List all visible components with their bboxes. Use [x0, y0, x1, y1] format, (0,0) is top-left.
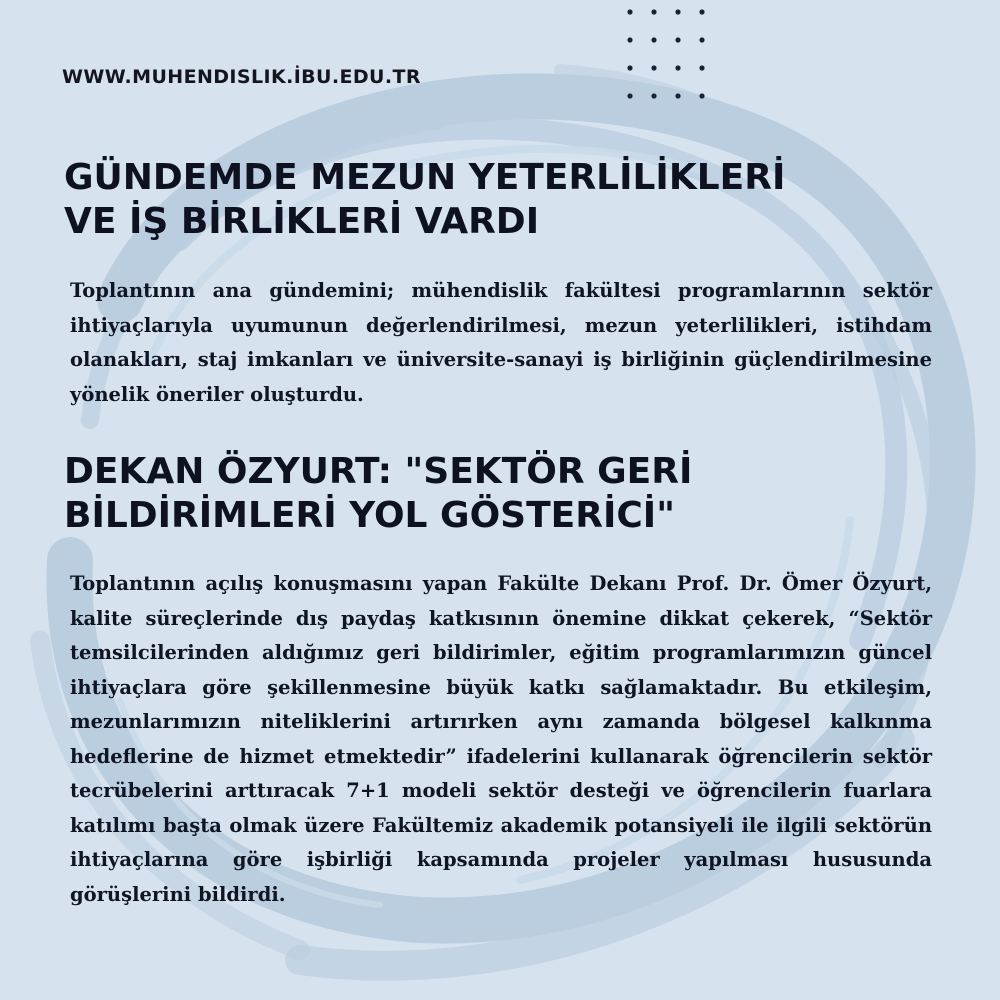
section-heading-dean-quote — [64, 450, 692, 538]
section-body-dean-speech: Toplantının açılış konuşmasını yapan Fakülte Dekanı Prof. Dr. Ömer Özyurt, kalite süreçlerinde dış paydaş katkısının önemine dikkat çekerek, “Sektör temsilcilerinden aldığımız geri bildirimler, eğitim programlarımızın güncel ihtiyaçlara göre şekillenmesine büyük katkı sağlamaktadır. Bu etkileşim, mezunlarımızın niteliklerini artırırken aynı zamanda bölgesel kalkınma hedeflerine de hizmet etmektedir” ifadelerini kullanarak öğrencilerin sektör tecrübelerini arttıracak 7+1 modeli sektör desteği ve öğrencilerin fuarlara katılımı başta olmak üzere Fakültemiz akademik potansiyeli ile ilgili sektörün ihtiyaçlarına göre işbirliği kapsamında projeler yapılması hususunda görüşlerini bildirdi. — [70, 572, 932, 906]
section-heading-graduate-competencies — [64, 156, 785, 244]
heading-line: BİLDİRİMLERİ YOL GÖSTERİCİ" — [64, 495, 675, 536]
heading-line: DEKAN ÖZYURT: "SEKTÖR GERİ — [64, 451, 693, 492]
heading-line: VE İŞ BİRLİKLERİ VARDI — [64, 201, 540, 242]
heading-line: GÜNDEMDE MEZUN YETERLİLİKLERİ — [64, 157, 786, 198]
decorative-dot-grid — [624, 4, 714, 104]
section-body-meeting-agenda: Toplantının ana gündemini; mühendislik fakültesi programlarının sektör ihtiyaçlarıyla uyumunun değerlendirilmesi, mezun yeterlilikleri, istihdam olanakları, staj imkanları ve üniversite-sanayi iş birliğinin güçlendirilmesine yönelik öneriler oluşturdu. — [70, 279, 932, 406]
site-url: WWW.MUHENDISLIK.İBU.EDU.TR — [62, 66, 421, 88]
